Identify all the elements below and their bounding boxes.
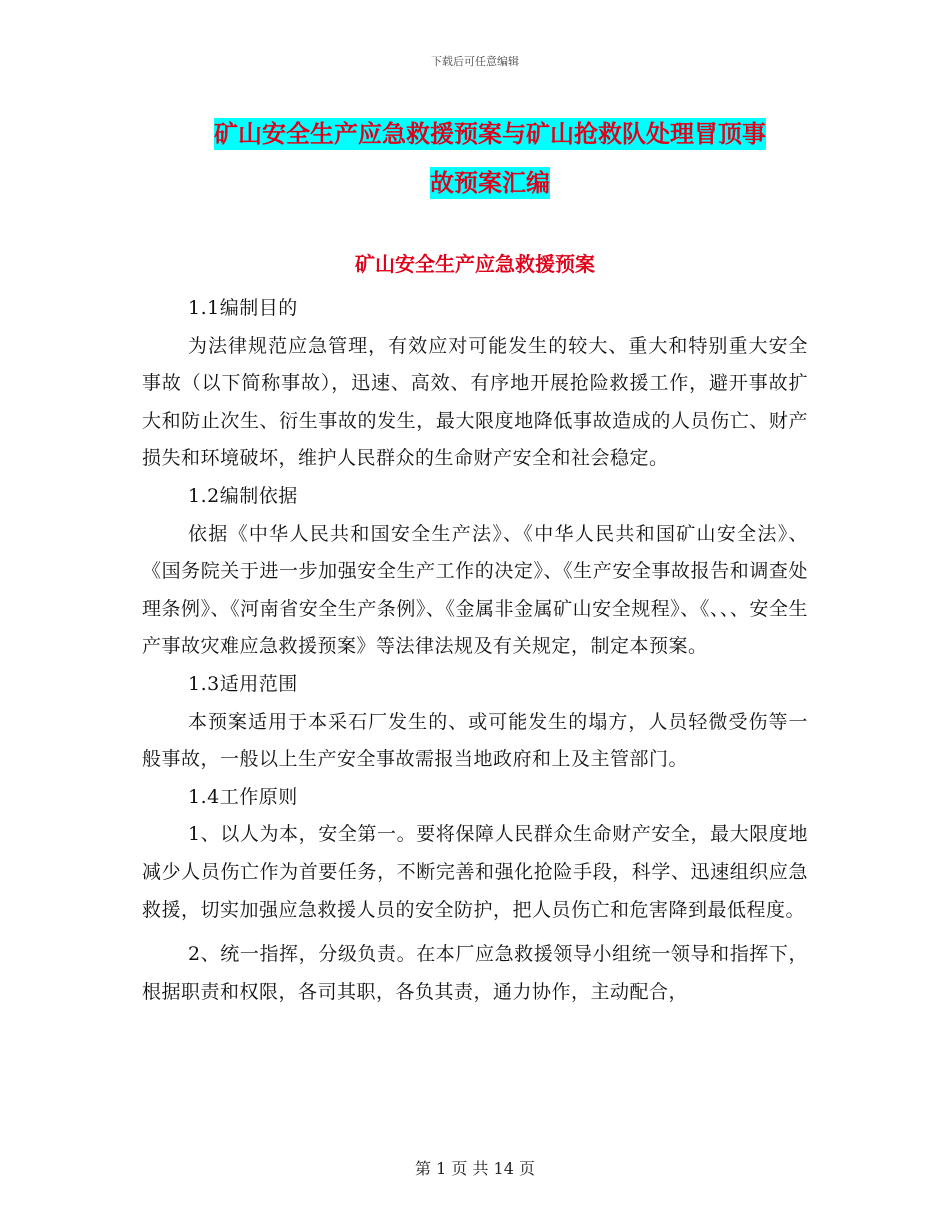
footer-total-pages: 14 — [493, 1159, 514, 1178]
page-footer — [0, 1156, 950, 1179]
footer-suffix: 页 — [519, 1159, 536, 1178]
footer-middle: 页 共 — [451, 1159, 489, 1178]
paragraph-purpose: 为法律规范应急管理，有效应对可能发生的较大、重大和特别重大安全事故（以下简称事故），迅速、高效、有序地开展抢险救援工作，避开事故扩大和防止次生、衍生事故的发生，最大限度地降低事故造成的人员伤亡、财产损失和环境破坏，维护人民群众的生命财产安全和社会稳定。 — [142, 334, 808, 470]
heading-1-2: 1.2编制依据 — [188, 484, 298, 507]
heading-1-1: 1.1编制目的 — [188, 297, 298, 319]
heading-1-4: 1.4工作原则 — [188, 785, 298, 808]
document-title-line1: 矿山安全生产应急救援预案与矿山抢救队处理冒顶事 — [214, 120, 766, 148]
section-title: 矿山安全生产应急救援预案 — [355, 252, 595, 276]
document-title — [140, 110, 840, 208]
document-body — [142, 290, 808, 1011]
document-title-line2: 故预案汇编 — [430, 169, 550, 197]
paragraph-principle-2: 2、统一指挥，分级负责。在本厂应急救援领导小组统一领导和指挥下，根据职责和权限，各司其职，各负其责，通力协作，主动配合， — [142, 943, 808, 1003]
footer-page-number: 1 — [436, 1159, 447, 1178]
paragraph-principle-1: 1、以人为本，安全第一。要将保障人民群众生命财产安全，最大限度地减少人员伤亡作为首要任务，不断完善和强化抢险手段，科学、迅速组织应急救援，切实加强应急救援人员的安全防护，把人员伤亡和危害降到最低程度。 — [142, 823, 808, 921]
header-note: 下载后可任意编辑 — [431, 55, 519, 68]
paragraph-basis: 依据《中华人民共和国安全生产法》、《中华人民共和国矿山安全法》、《国务院关于进一步加强安全生产工作的决定》、《生产安全事故报告和调查处理条例》、《河南省安全生产条例》、《金属非金属矿山安全规程》、《、、、安全生产事故灾难应急救援预案》等法律法规及有关规定，制定本预案。 — [142, 522, 808, 658]
footer-prefix: 第 — [414, 1159, 431, 1178]
heading-1-3: 1.3适用范围 — [188, 672, 298, 695]
paragraph-scope: 本预案适用于本采石厂发生的、或可能发生的塌方，人员轻微受伤等一般事故，一般以上生产安全事故需报当地政府和上及主管部门。 — [142, 710, 808, 771]
